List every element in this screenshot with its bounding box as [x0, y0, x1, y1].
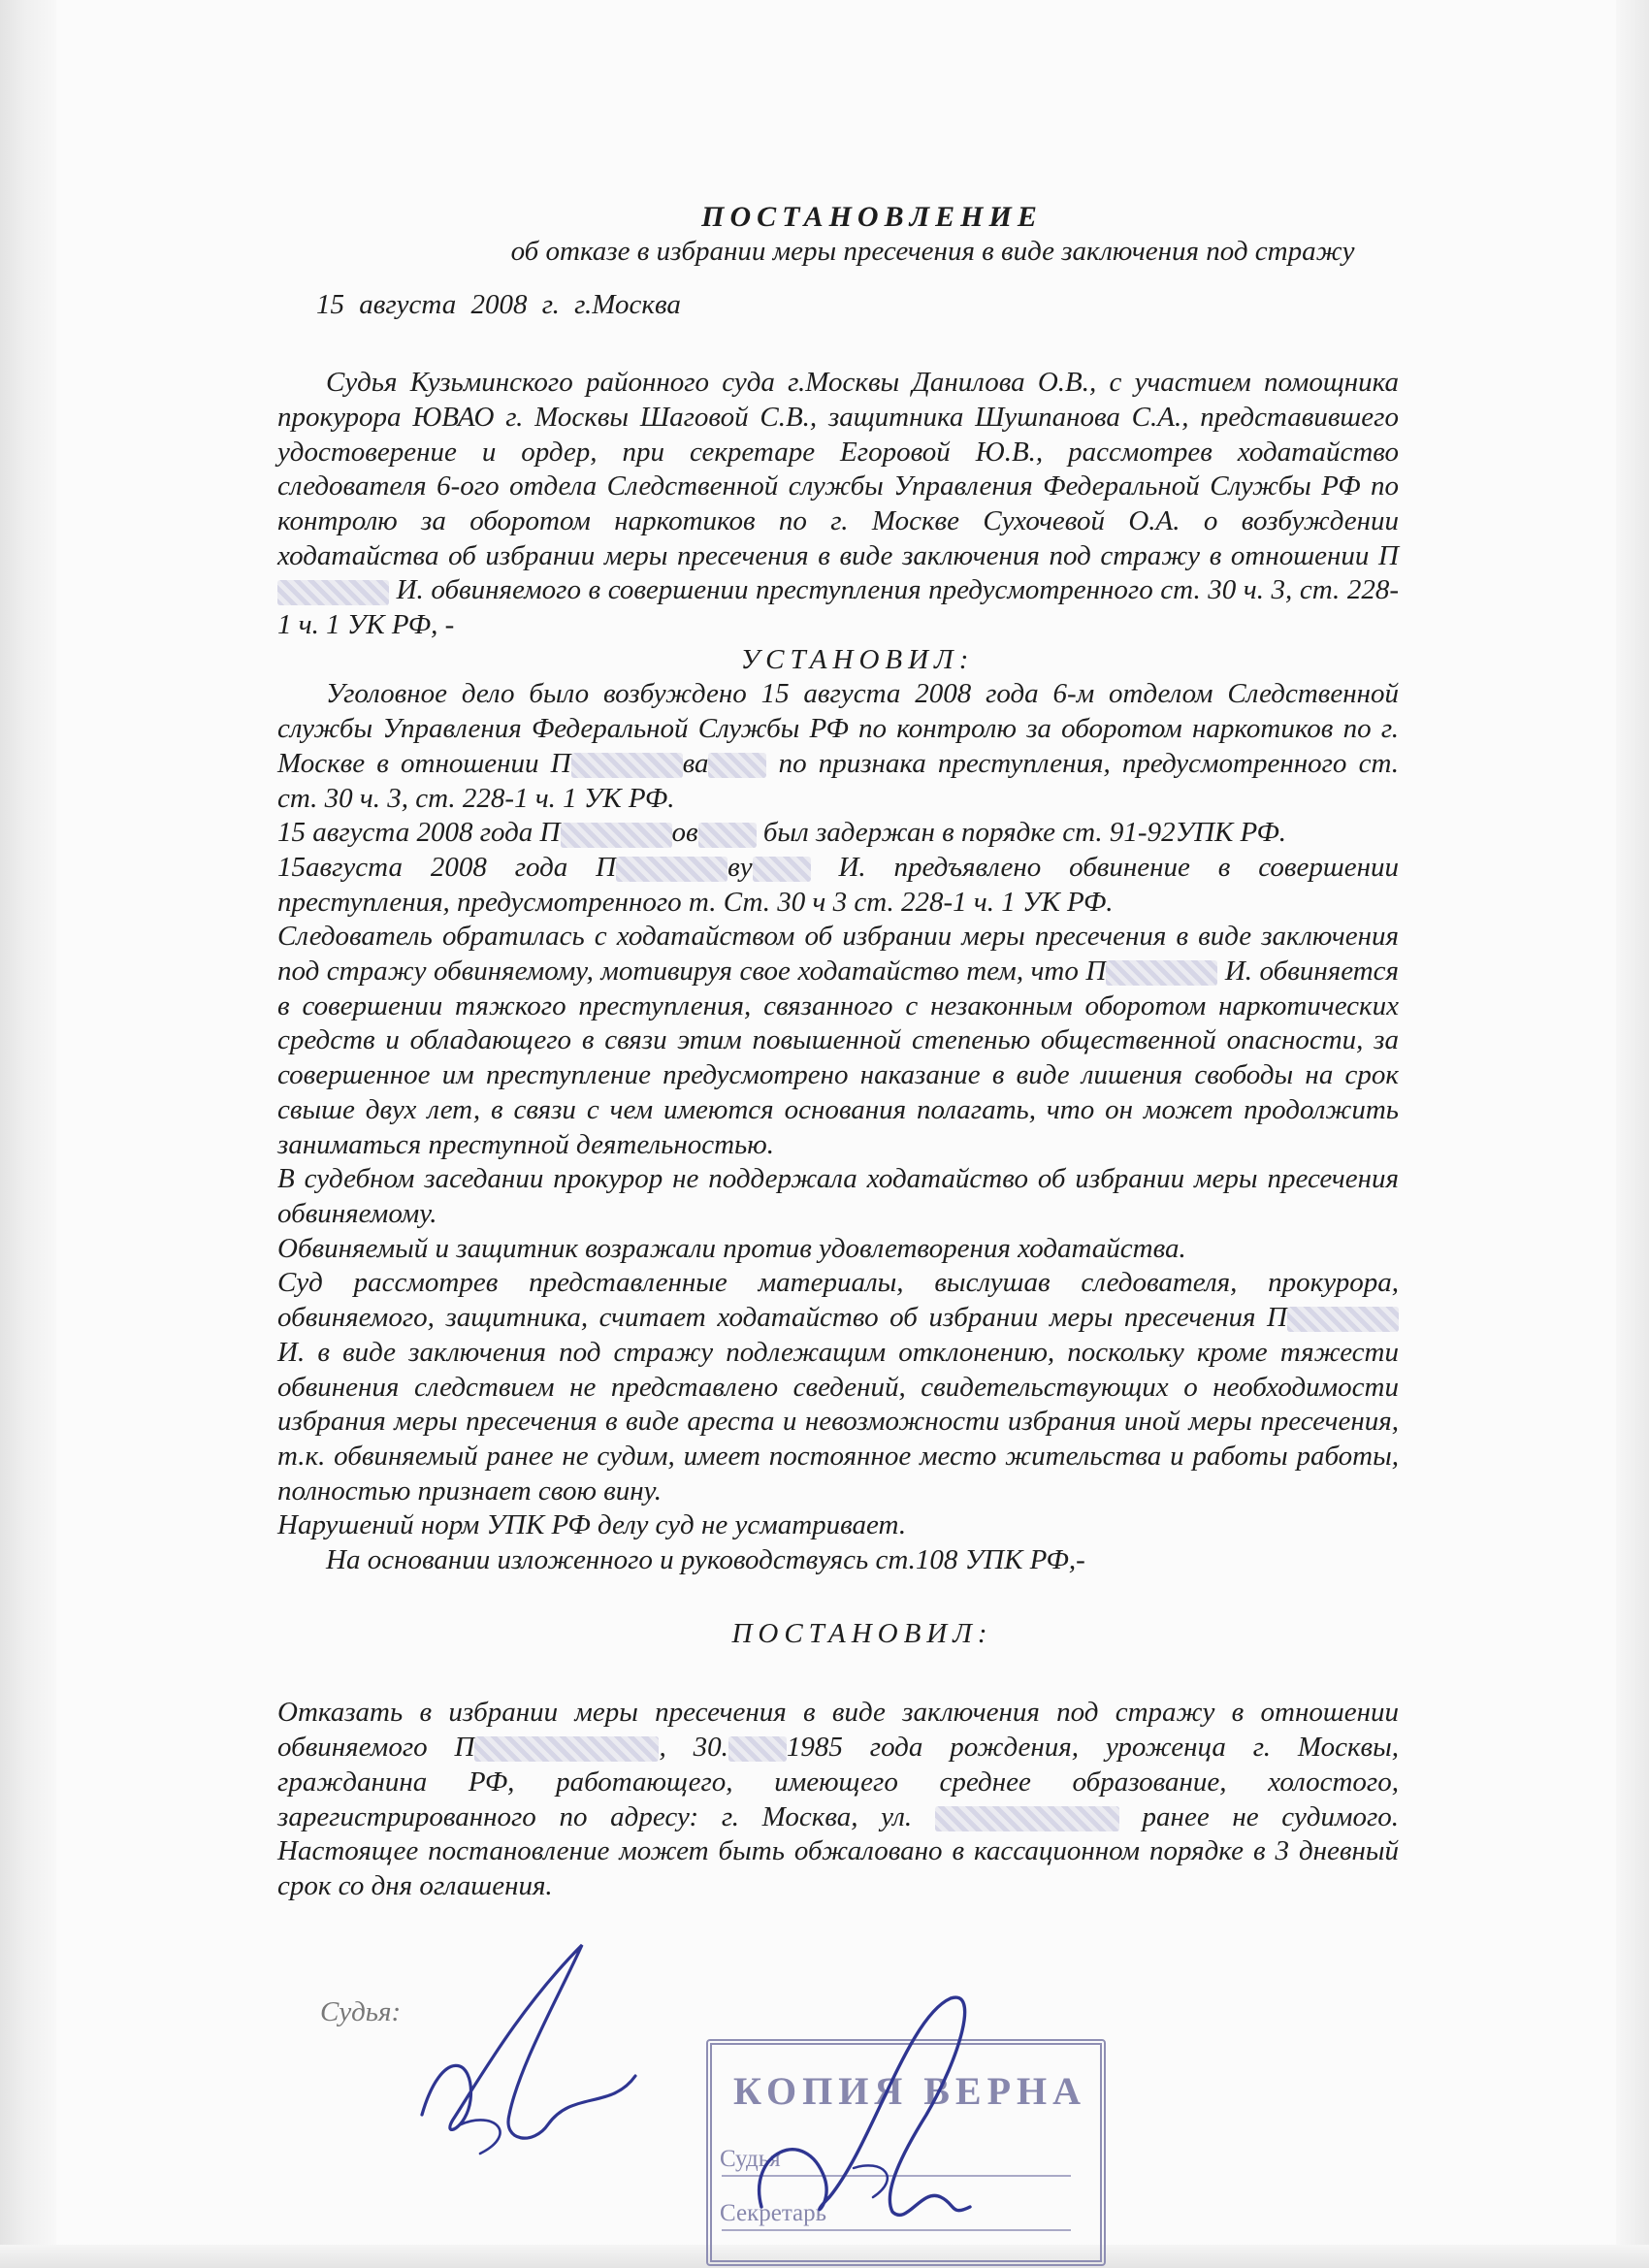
document-page [277, 200, 1399, 1904]
established-p3-fragment: ву [728, 851, 753, 883]
redaction-mark [571, 753, 683, 778]
section-established: УСТАНОВИЛ: [740, 643, 975, 675]
established-p2-text: 15 августа 2008 года П [277, 817, 561, 849]
established-p2-tail: был задержан в порядке ст. 91-92УПК РФ. [756, 817, 1287, 849]
date-line [316, 288, 1399, 323]
established-p3-tail: И. предъявлено обвинение в совершении преступления, предусмотренного т. Ст. 30 ч 3 ст. 228-1 ч. 1 УК РФ. [277, 851, 1399, 918]
section-ruled: ПОСТАНОВИЛ: [731, 1617, 993, 1649]
established-p1-fragment: ва [682, 747, 709, 779]
established-paragraph-3 [277, 851, 1399, 920]
established-p1-tail: по признака преступления, предусмотренного ст. ст. 30 ч. 3, ст. 228-1 ч. 1 УК РФ. [277, 747, 1399, 814]
ruled-text-2: 1985 года рождения, уроженца г. Москвы, гражданина РФ, работающего, имеющего среднее образование, холостого, зарегистрированного по адресу: г. Москва, ул. [277, 1732, 1399, 1832]
established-p7-tail: И. в виде заключения под стражу подлежащим отклонению, поскольку кроме тяжести обвинения следствием не представлено сведений, свидетельствующих о необходимости избрания меры пресечения в виде ареста и невозможности избрания иной меры пресечения, т.к. обвиняемый ранее не судим, имеет постоянное место жительства и работы работы, полностью признает свою вину. [277, 1336, 1399, 1507]
redaction-mark [1287, 1307, 1399, 1332]
established-p4-tail: И. обвиняется в совершении тяжкого преступления, связанного с незаконным оборотом наркотических средств и обладающего в связи этим повышенной степенью общественной опасности, за совершенное им преступление предусмотрено наказание в виде лишения свободы на срок свыше двух лет, в связи с чем имеются основания полагать, что он может продолжить заниматься преступной деятельностью. [277, 956, 1399, 1160]
stamp-secretary-label: Секретарь [720, 2200, 827, 2226]
document-date: 15 августа 2008 г. [316, 289, 560, 321]
ruled-text: Отказать в избрании меры пресечения в виде заключения под стражу в отношении обвиняемого П [277, 1697, 1399, 1764]
redaction-mark [935, 1806, 1119, 1831]
redaction-mark [753, 857, 811, 882]
scan-edge-right [1616, 0, 1649, 2268]
ruled-tail: ранее не судимого. Настоящее постановление может быть обжаловано в кассационном порядке в 3 дневный срок со дня оглашения. [277, 1800, 1400, 1901]
judge-signature [403, 1930, 655, 2173]
established-paragraph-8: Нарушений норм УПК РФ делу суд не усматривает. [277, 1509, 907, 1541]
established-paragraph-7 [277, 1266, 1399, 1508]
established-p2-fragment: ов [671, 817, 698, 849]
redaction-mark [474, 1736, 659, 1762]
ruled-fragment: , 30. [659, 1732, 728, 1764]
established-p7-text: Суд рассмотрев представленные материалы, выслушав следователя, прокурора, обвиняемого, защитника, считает ходатайство об избрании меры пресечения П [277, 1267, 1399, 1334]
established-p3-text: 15августа 2008 года П [277, 851, 617, 883]
redaction-mark [277, 580, 389, 605]
established-p1-text: Уголовное дело было возбуждено 15 августа 2008 года 6-м отделом Следственной службы Управления Федеральной Службы РФ по контролю за оборотом наркотиков по г. Москве в отношении П [277, 678, 1399, 779]
redaction-mark [708, 753, 766, 778]
ruled-paragraph [277, 1696, 1399, 1903]
stamp-title: КОПИЯ ВЕРНА [733, 2069, 1087, 2113]
redaction-mark [561, 823, 672, 848]
established-paragraph-6: Обвиняемый и защитник возражали против удовлетворения ходатайства. [277, 1232, 1186, 1264]
secretary-signature [737, 1979, 1048, 2241]
established-paragraph-4 [277, 920, 1399, 1162]
document-subtitle: об отказе в избрании меры пресечения в виде заключения под стражу [510, 235, 1355, 267]
document-title: ПОСТАНОВЛЕНИЕ [701, 201, 1043, 233]
redaction-mark [728, 1736, 787, 1762]
scan-edge-left [0, 0, 56, 2268]
intro-paragraph [277, 366, 1399, 643]
signature-label: Судья: [320, 1996, 402, 2027]
intro-text: Судья Кузьминского районного суда г.Москвы Данилова О.В., с участием помощника прокурора ЮВАО г. Москвы Шаговой С.В., защитника Шушпанова С.А., представившего удостоверение и ордер, при секретаре Егоровой Ю.В., рассмотрев ходатайство следователя 6-ого отдела Следственной службы Управления Федеральной Службы РФ по контролю за оборотом наркотиков по г. Москве Сухочевой О.А. о возбуждении ходатайства об избрании меры пресечения в виде заключения под стражу в отношении П [277, 367, 1399, 571]
established-paragraph-5: В судебном заседании прокурор не поддержала ходатайство об избрании меры пресечения обвиняемому. [277, 1163, 1399, 1229]
redaction-mark [616, 857, 728, 882]
stamp-judge-label: Судья [720, 2146, 781, 2172]
document-city: г.Москва [574, 289, 681, 321]
established-paragraph-2 [277, 816, 1399, 851]
redaction-mark [698, 823, 757, 848]
redaction-mark [1106, 960, 1217, 986]
established-paragraph-9: На основании изложенного и руководствуясь ст.108 УПК РФ,- [326, 1544, 1085, 1576]
intro-tail: И. обвиняемого в совершении преступления предусмотренного ст. 30 ч. 3, ст. 228-1 ч. 1 УК РФ, - [277, 574, 1399, 641]
established-paragraph-1 [277, 677, 1399, 816]
established-p4-text: Следователь обратилась с ходатайством об избрании меры пресечения в виде заключения под стражу обвиняемому, мотивируя свое ходатайство тем, что П [277, 921, 1399, 988]
